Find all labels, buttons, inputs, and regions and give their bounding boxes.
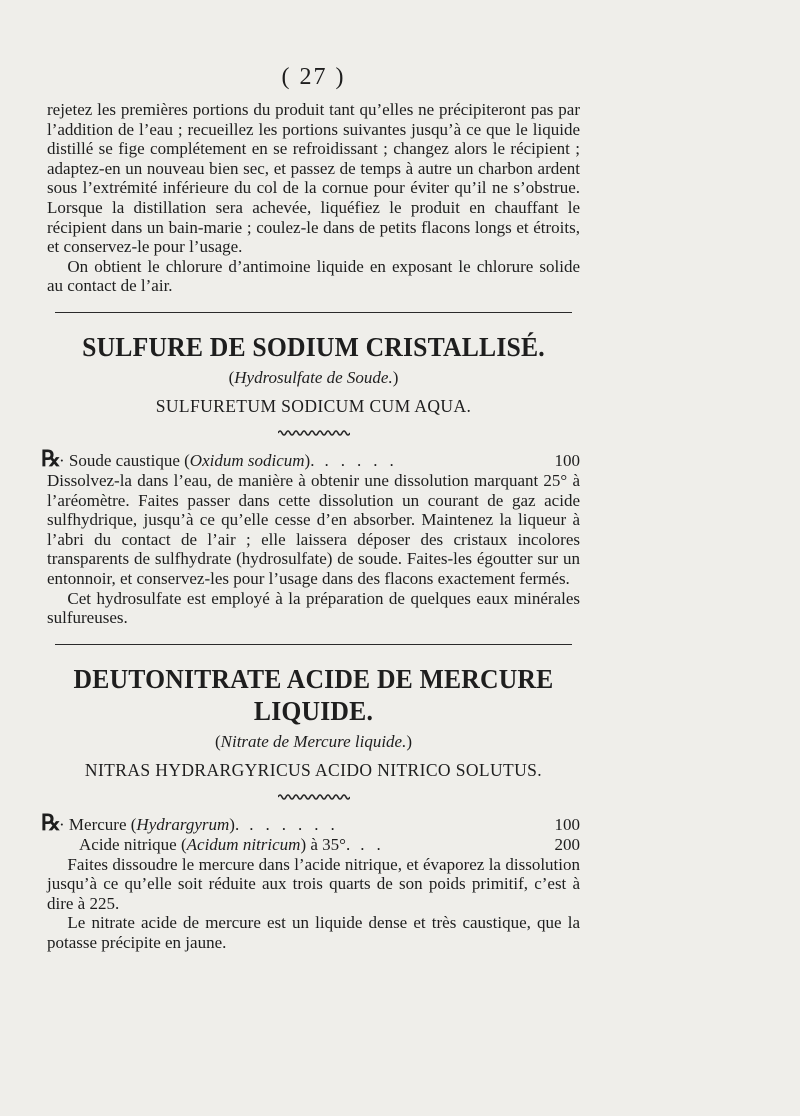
recipe [41,809,580,855]
section-title: SULFURE DE SODIUM CRISTALLISÉ. [82,331,545,362]
synonym-open-paren: ( [214,731,221,751]
ingredient-quantity: 200 [554,834,580,854]
ingredient-name: Soude caustique [68,450,180,470]
ornament-squiggle [278,429,350,437]
recipe-line [41,445,580,471]
recipe-symbol: ℞ [41,445,61,471]
ingredient-latin: Acidum nitricum [186,834,301,854]
leader-dots: .. [360,834,393,854]
ingredient: · Soude caustique (Oxidum sodicum). [59,450,315,470]
ingredient-quantity: 100 [554,814,580,834]
synonym-text: Hydrosulfate de Soude. [234,367,393,387]
ingredient: · Mercure (Hydrargyrum). [59,814,240,834]
ingredient: Acide nitrique (Acidum nitricum) à 35°. [79,834,351,854]
recipe-line [47,835,580,855]
ingredient-name: Acide nitrique [79,834,177,854]
section-paragraph-2: Cet hydrosulfate est employé à la préparation de quelques eaux minérales sulfureuses. [47,588,580,628]
recipe-symbol: ℞ [41,809,61,835]
section-synonym [47,731,580,753]
latin-name: SULFURETUM SODICUM CUM AQUA. [155,395,472,416]
synonym-open-paren: ( [228,367,235,387]
section-paragraph-1: Dissolvez-la dans l’eau, de manière à obtenir une dissolution marquant 25° à l’aréomètre. Faites passer dans cette dissolution un courant de gaz acide sulfhydrique, jusqu’à ce qu’elle cesse d’en absorber. Maintenez la liqueur à l’abri du contact de l’air ; elle laissera déposer des cristaux incolores transparents de sulfhydrate (hydrosulfate) de soude. Faites-les égoutter sur un entonnoir, et conservez-les pour l’usage dans des flacons exactement fermés. [47,470,580,588]
section-sulfure-de-sodium [41,331,580,628]
ornament-squiggle [278,793,350,801]
section-deutonitrate-de-mercure [41,663,580,953]
continuation-paragraph-2: On obtient le chlorure d’antimoine liquide en exposant le chlorure solide au contact de l’air. [47,256,580,296]
book-page [41,62,580,953]
ingredient-latin: Hydrargyrum [136,814,230,834]
recipe [41,445,580,471]
ingredient-name: Mercure [68,814,127,834]
ingredient-latin: Oxidum sodicum [189,450,305,470]
section-divider [55,312,572,313]
continuation-paragraph-1: rejetez les premières portions du produit tant qu’elles ne précipiteront pas par l’addition de l’eau ; recueillez les portions suivantes jusqu’à ce que le liquide distillé se fige complétement en se refroidissant ; changez alors le récipient ; adaptez-en un nouveau bien sec, et passez de temps à autre un charbon ardent sous l’extrémité inférieure du col de la cornue pour éviter qu’il ne s’obstrue. Lorsque la distillation sera achevée, liquéfiez le produit en chauffant le récipient dans un bain-marie ; coulez-le dans de petits flacons longs et étroits, et conservez-le pour l’usage. [47,100,580,257]
section-divider [55,644,572,645]
section-synonym [47,367,580,389]
synonym-text: Nitrate de Mercure liquide. [220,731,407,751]
leader-dots: ..... [324,450,406,470]
synonym-close-paren: ) [406,731,413,751]
section-paragraph-2: Le nitrate acide de mercure est un liquide dense et très caustique, que la potasse précipite en jaune. [47,913,580,953]
page-number: ( 27 ) [281,64,346,90]
ingredient-strength: à 35°. [306,834,351,854]
synonym-close-paren: ) [392,367,399,387]
recipe-line [41,809,580,835]
section-title: DEUTONITRATE ACIDE DE MERCURE LIQUIDE. [73,663,554,726]
section-paragraph-1: Faites dissoudre le mercure dans l’acide nitrique, et évaporez la dissolution jusqu’à ce qu’elle soit réduite aux trois quarts de son poids primitif, c’est à dire à 225. [47,854,580,913]
ingredient-quantity: 100 [554,450,580,470]
latin-name: NITRAS HYDRARGYRICUS ACIDO NITRICO SOLUTUS. [84,759,543,780]
leader-dots: ...... [249,814,347,834]
